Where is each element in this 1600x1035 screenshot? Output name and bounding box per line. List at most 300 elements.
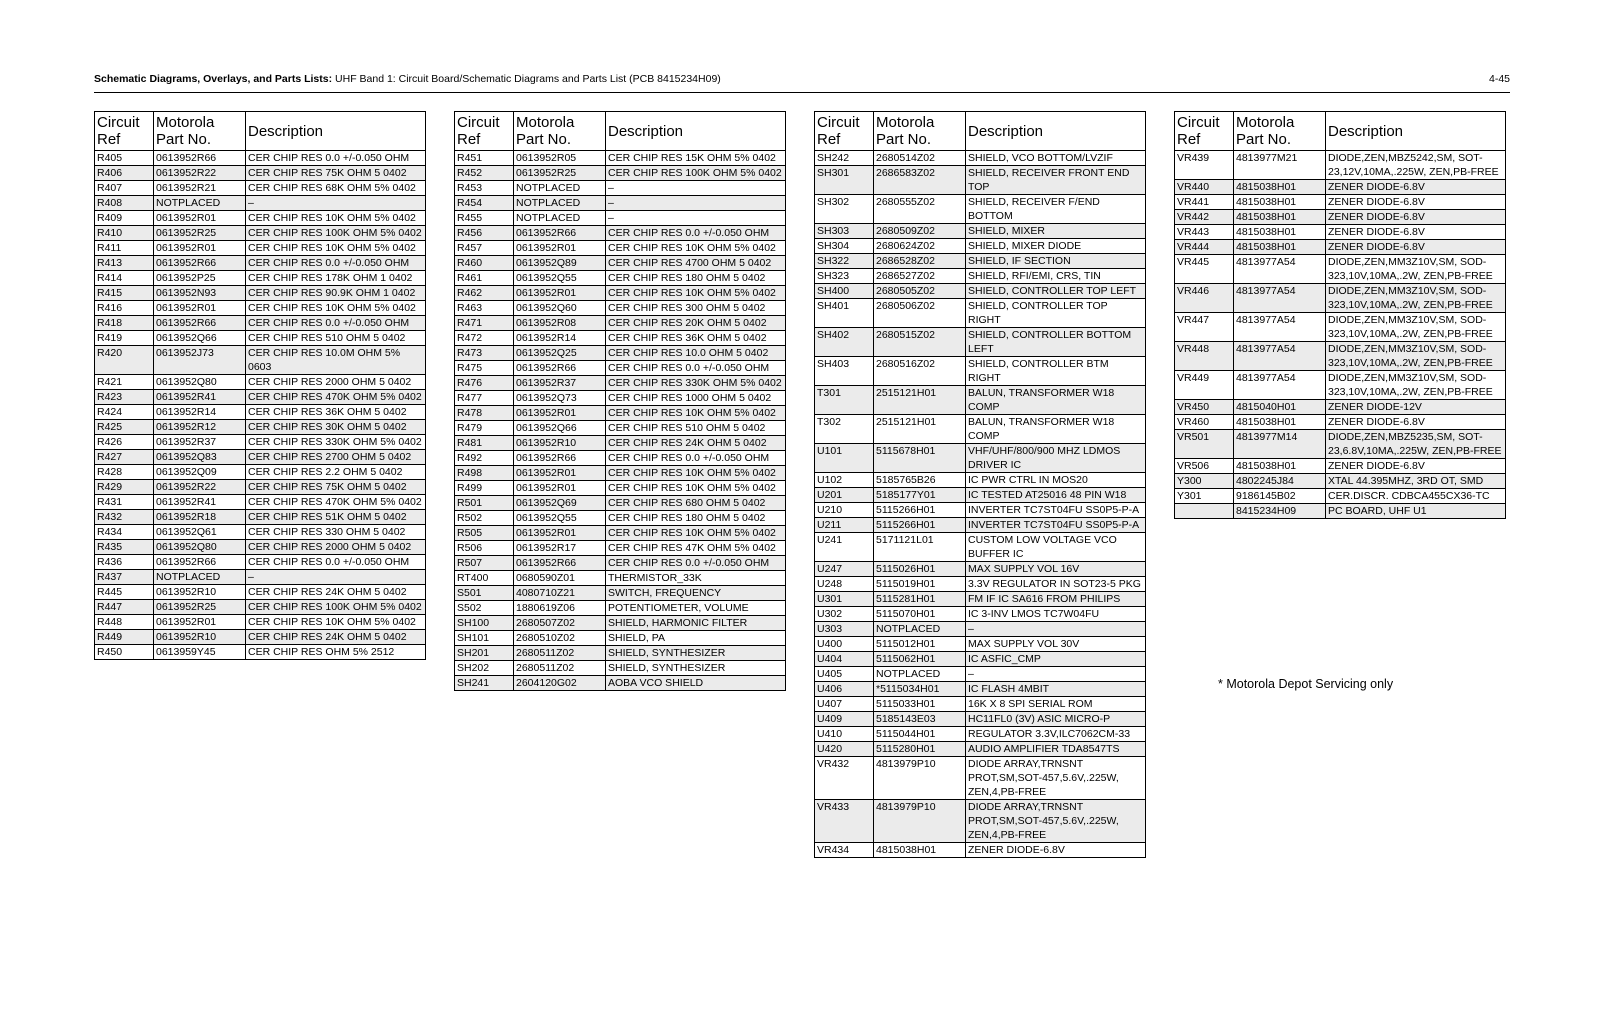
- table-row: [815, 444, 1146, 473]
- table-row: [455, 301, 786, 316]
- cell-circuit-ref: SH242: [815, 151, 874, 166]
- cell-description: CER CHIP RES 510 OHM 5 0402: [246, 331, 426, 346]
- cell-description: MAX SUPPLY VOL 16V: [966, 562, 1146, 577]
- table-row: [815, 386, 1146, 415]
- cell-circuit-ref: U201: [815, 488, 874, 503]
- cell-part-no: 2680555Z02: [874, 195, 966, 224]
- cell-description: SHIELD, RECEIVER FRONT END TOP: [966, 166, 1146, 195]
- cell-description: CER CHIP RES 10K OHM 5% 0402: [606, 481, 786, 496]
- cell-part-no: 2680509Z02: [874, 224, 966, 239]
- table-row: [95, 151, 426, 166]
- cell-part-no: 0613952R10: [154, 585, 246, 600]
- table-row: [95, 450, 426, 465]
- table-row: [95, 585, 426, 600]
- table-row: [455, 256, 786, 271]
- cell-description: CER CHIP RES 68K OHM 5% 0402: [246, 181, 426, 196]
- cell-circuit-ref: U301: [815, 592, 874, 607]
- cell-circuit-ref: R454: [455, 196, 514, 211]
- cell-part-no: 2680507Z02: [514, 616, 606, 631]
- cell-circuit-ref: VR442: [1175, 210, 1234, 225]
- table-row: [95, 301, 426, 316]
- cell-circuit-ref: VR433: [815, 800, 874, 843]
- parts-table-1: [94, 111, 426, 660]
- cell-part-no: 0613952R10: [154, 630, 246, 645]
- cell-part-no: 0613952R41: [154, 390, 246, 405]
- cell-circuit-ref: U400: [815, 637, 874, 652]
- table-row: [95, 555, 426, 570]
- cell-part-no: 4813977A54: [1234, 342, 1326, 371]
- cell-part-no: 0613952R18: [154, 510, 246, 525]
- table-row: [815, 697, 1146, 712]
- cell-description: CUSTOM LOW VOLTAGE VCO BUFFER IC: [966, 533, 1146, 562]
- cell-circuit-ref: SH202: [455, 661, 514, 676]
- table-row: [1175, 400, 1506, 415]
- cell-description: –: [966, 622, 1146, 637]
- cell-part-no: 0613952R37: [154, 435, 246, 450]
- cell-part-no: 0613952R66: [514, 226, 606, 241]
- table-row: [455, 511, 786, 526]
- cell-circuit-ref: SH322: [815, 254, 874, 269]
- cell-description: CER CHIP RES 10K OHM 5% 0402: [606, 466, 786, 481]
- cell-circuit-ref: RT400: [455, 571, 514, 586]
- cell-circuit-ref: R501: [455, 496, 514, 511]
- cell-part-no: 5115062H01: [874, 652, 966, 667]
- cell-part-no: 5185177Y01: [874, 488, 966, 503]
- table-row: [95, 495, 426, 510]
- table-row: [1175, 459, 1506, 474]
- cell-circuit-ref: VR506: [1175, 459, 1234, 474]
- cell-circuit-ref: R471: [455, 316, 514, 331]
- cell-circuit-ref: R416: [95, 301, 154, 316]
- cell-part-no: 1880619Z06: [514, 601, 606, 616]
- cell-circuit-ref: U303: [815, 622, 874, 637]
- table-row: [815, 562, 1146, 577]
- table-row: [815, 166, 1146, 195]
- footnote: * Motorola Depot Servicing only: [1218, 677, 1394, 691]
- cell-description: CER CHIP RES 180 OHM 5 0402: [606, 511, 786, 526]
- cell-circuit-ref: R457: [455, 241, 514, 256]
- cell-circuit-ref: R436: [95, 555, 154, 570]
- cell-description: CER CHIP RES 75K OHM 5 0402: [246, 166, 426, 181]
- cell-circuit-ref: R435: [95, 540, 154, 555]
- table-row: [815, 415, 1146, 444]
- cell-part-no: 4815038H01: [1234, 210, 1326, 225]
- cell-circuit-ref: SH403: [815, 357, 874, 386]
- cell-part-no: 4815038H01: [1234, 180, 1326, 195]
- cell-circuit-ref: R437: [95, 570, 154, 585]
- cell-description: CER CHIP RES 10K OHM 5% 0402: [246, 241, 426, 256]
- cell-circuit-ref: R451: [455, 151, 514, 166]
- cell-circuit-ref: R450: [95, 645, 154, 660]
- cell-circuit-ref: SH303: [815, 224, 874, 239]
- table-row: [95, 286, 426, 301]
- table-row: [815, 473, 1146, 488]
- cell-description: SHIELD, CONTROLLER BTM RIGHT: [966, 357, 1146, 386]
- table-row: [455, 151, 786, 166]
- cell-circuit-ref: SH241: [455, 676, 514, 691]
- cell-circuit-ref: R477: [455, 391, 514, 406]
- cell-circuit-ref: SH323: [815, 269, 874, 284]
- cell-part-no: 0613952R01: [514, 286, 606, 301]
- cell-part-no: 0613952R25: [514, 166, 606, 181]
- cell-circuit-ref: S502: [455, 601, 514, 616]
- header-rule: [94, 92, 1510, 93]
- table-row: [95, 645, 426, 660]
- table-row: [455, 436, 786, 451]
- table-row: [455, 586, 786, 601]
- cell-circuit-ref: U302: [815, 607, 874, 622]
- cell-part-no: 0613952Q80: [154, 375, 246, 390]
- cell-part-no: 4815038H01: [1234, 459, 1326, 474]
- table-row: [95, 390, 426, 405]
- cell-description: SHIELD, SYNTHESIZER: [606, 661, 786, 676]
- cell-circuit-ref: U211: [815, 518, 874, 533]
- table-row: [455, 571, 786, 586]
- table-row: [455, 271, 786, 286]
- table-row: [95, 346, 426, 375]
- cell-part-no: 0613959Y45: [154, 645, 246, 660]
- cell-circuit-ref: R415: [95, 286, 154, 301]
- cell-part-no: 2680515Z02: [874, 328, 966, 357]
- parts-table-2: [454, 111, 786, 691]
- cell-description: CER CHIP RES 10K OHM 5% 0402: [606, 526, 786, 541]
- cell-part-no: 0613952R01: [154, 615, 246, 630]
- cell-description: ZENER DIODE-12V: [1326, 400, 1506, 415]
- cell-circuit-ref: R420: [95, 346, 154, 375]
- cell-circuit-ref: R475: [455, 361, 514, 376]
- table-row: [815, 151, 1146, 166]
- table-row: [815, 357, 1146, 386]
- cell-description: –: [246, 196, 426, 211]
- cell-part-no: 0613952Q89: [514, 256, 606, 271]
- cell-circuit-ref: R505: [455, 526, 514, 541]
- table-row: [455, 541, 786, 556]
- cell-circuit-ref: SH100: [455, 616, 514, 631]
- table-row: [1175, 195, 1506, 210]
- cell-part-no: 0613952R01: [514, 241, 606, 256]
- table-row: [815, 712, 1146, 727]
- cell-circuit-ref: R418: [95, 316, 154, 331]
- cell-description: CER CHIP RES 24K OHM 5 0402: [606, 436, 786, 451]
- table-row: [95, 405, 426, 420]
- cell-circuit-ref: SH400: [815, 284, 874, 299]
- cell-part-no: 0613952R01: [154, 211, 246, 226]
- cell-part-no: 5115070H01: [874, 607, 966, 622]
- cell-circuit-ref: VR439: [1175, 151, 1234, 180]
- table-row: [815, 533, 1146, 562]
- cell-part-no: 4813979P10: [874, 757, 966, 800]
- cell-description: THERMISTOR_33K: [606, 571, 786, 586]
- cell-part-no: 0613952Q60: [514, 301, 606, 316]
- cell-part-no: 0613952R21: [154, 181, 246, 196]
- cell-circuit-ref: R472: [455, 331, 514, 346]
- cell-part-no: 4813979P10: [874, 800, 966, 843]
- table-row: [1175, 342, 1506, 371]
- cell-circuit-ref: VR444: [1175, 240, 1234, 255]
- cell-description: CER CHIP RES 10.0M OHM 5% 0603: [246, 346, 426, 375]
- cell-part-no: 0613952P25: [154, 271, 246, 286]
- table-row: [455, 631, 786, 646]
- cell-part-no: 0613952R08: [514, 316, 606, 331]
- cell-part-no: 0613952R14: [514, 331, 606, 346]
- table-row: [455, 196, 786, 211]
- cell-part-no: 0613952R66: [154, 555, 246, 570]
- table-row: [455, 331, 786, 346]
- cell-description: SHIELD, HARMONIC FILTER: [606, 616, 786, 631]
- table-row: [815, 239, 1146, 254]
- page-number: 4-45: [1488, 73, 1510, 85]
- table-row: [1175, 255, 1506, 284]
- cell-description: CER CHIP RES 10.0 OHM 5 0402: [606, 346, 786, 361]
- cell-circuit-ref: [1175, 504, 1234, 519]
- table-header-row: [95, 112, 426, 151]
- cell-description: –: [606, 181, 786, 196]
- header-circuit-ref: Circuit Ref: [1175, 112, 1234, 151]
- cell-description: CER CHIP RES 100K OHM 5% 0402: [246, 226, 426, 241]
- header-part-no: Motorola Part No.: [1234, 112, 1326, 151]
- table-row: [95, 480, 426, 495]
- cell-circuit-ref: U210: [815, 503, 874, 518]
- cell-description: CER CHIP RES 36K OHM 5 0402: [246, 405, 426, 420]
- cell-description: ZENER DIODE-6.8V: [1326, 240, 1506, 255]
- cell-description: CER CHIP RES 0.0 +/-0.050 OHM: [246, 256, 426, 271]
- cell-part-no: 0613952R66: [514, 361, 606, 376]
- table-row: [455, 391, 786, 406]
- cell-description: MAX SUPPLY VOL 30V: [966, 637, 1146, 652]
- cell-part-no: 2686527Z02: [874, 269, 966, 284]
- cell-description: CER CHIP RES 0.0 +/-0.050 OHM: [246, 316, 426, 331]
- cell-circuit-ref: U406: [815, 682, 874, 697]
- cell-part-no: NOTPLACED: [874, 667, 966, 682]
- cell-part-no: 0613952R22: [154, 166, 246, 181]
- cell-part-no: 0613952Q09: [154, 465, 246, 480]
- cell-circuit-ref: R407: [95, 181, 154, 196]
- cell-description: AOBA VCO SHIELD: [606, 676, 786, 691]
- cell-description: CER CHIP RES 100K OHM 5% 0402: [246, 600, 426, 615]
- cell-part-no: 2680516Z02: [874, 357, 966, 386]
- cell-description: CER CHIP RES 330K OHM 5% 0402: [246, 435, 426, 450]
- cell-circuit-ref: R479: [455, 421, 514, 436]
- cell-description: 16K X 8 SPI SERIAL ROM: [966, 697, 1146, 712]
- cell-description: DIODE,ZEN,MM3Z10V,SM, SOD-323,10V,10MA,.2W, ZEN,PB-FREE: [1326, 284, 1506, 313]
- cell-circuit-ref: R410: [95, 226, 154, 241]
- cell-part-no: 0613952R01: [514, 526, 606, 541]
- table-row: [95, 256, 426, 271]
- cell-part-no: 0613952R66: [154, 151, 246, 166]
- cell-part-no: 0613952R05: [514, 151, 606, 166]
- cell-description: CER.DISCR. CDBCA455CX36-TC: [1326, 489, 1506, 504]
- cell-description: SWITCH, FREQUENCY: [606, 586, 786, 601]
- table-row: [95, 540, 426, 555]
- table-row: [815, 637, 1146, 652]
- cell-description: CER CHIP RES 0.0 +/-0.050 OHM: [606, 556, 786, 571]
- header-description: Description: [966, 112, 1146, 151]
- cell-circuit-ref: T301: [815, 386, 874, 415]
- table-row: [815, 742, 1146, 757]
- cell-description: CER CHIP RES 0.0 +/-0.050 OHM: [606, 226, 786, 241]
- cell-circuit-ref: R426: [95, 435, 154, 450]
- cell-description: CER CHIP RES 51K OHM 5 0402: [246, 510, 426, 525]
- cell-part-no: 2686528Z02: [874, 254, 966, 269]
- cell-description: IC ASFIC_CMP: [966, 652, 1146, 667]
- cell-description: SHIELD, IF SECTION: [966, 254, 1146, 269]
- table-row: [95, 211, 426, 226]
- cell-part-no: 0680590Z01: [514, 571, 606, 586]
- cell-description: SHIELD, MIXER: [966, 224, 1146, 239]
- cell-description: ZENER DIODE-6.8V: [1326, 415, 1506, 430]
- cell-description: SHIELD, CONTROLLER TOP LEFT: [966, 284, 1146, 299]
- cell-description: CER CHIP RES 10K OHM 5% 0402: [246, 615, 426, 630]
- cell-description: CER CHIP RES 178K OHM 1 0402: [246, 271, 426, 286]
- header-part-no: Motorola Part No.: [154, 112, 246, 151]
- cell-description: CER CHIP RES 0.0 +/-0.050 OHM: [606, 451, 786, 466]
- cell-circuit-ref: R447: [95, 600, 154, 615]
- table-row: [815, 800, 1146, 843]
- cell-description: CER CHIP RES 0.0 +/-0.050 OHM: [246, 555, 426, 570]
- cell-circuit-ref: R453: [455, 181, 514, 196]
- cell-part-no: 0613952R66: [514, 556, 606, 571]
- cell-part-no: 8415234H09: [1234, 504, 1326, 519]
- cell-circuit-ref: R456: [455, 226, 514, 241]
- table-row: [95, 316, 426, 331]
- cell-circuit-ref: T302: [815, 415, 874, 444]
- table-row: [455, 451, 786, 466]
- cell-circuit-ref: VR450: [1175, 400, 1234, 415]
- cell-description: SHIELD, VCO BOTTOM/LVZIF: [966, 151, 1146, 166]
- cell-description: –: [606, 196, 786, 211]
- header-circuit-ref: Circuit Ref: [815, 112, 874, 151]
- cell-description: FM IF IC SA616 FROM PHILIPS: [966, 592, 1146, 607]
- header-description: Description: [246, 112, 426, 151]
- cell-description: CER CHIP RES 24K OHM 5 0402: [246, 585, 426, 600]
- cell-circuit-ref: R449: [95, 630, 154, 645]
- cell-part-no: 2680511Z02: [514, 646, 606, 661]
- cell-part-no: 0613952R12: [154, 420, 246, 435]
- table-row: [815, 577, 1146, 592]
- table-row: [455, 166, 786, 181]
- cell-part-no: 0613952R10: [514, 436, 606, 451]
- cell-part-no: 2680624Z02: [874, 239, 966, 254]
- cell-part-no: 0613952R66: [154, 256, 246, 271]
- cell-circuit-ref: R432: [95, 510, 154, 525]
- table-row: [815, 622, 1146, 637]
- cell-part-no: 2680510Z02: [514, 631, 606, 646]
- cell-part-no: 0613952R14: [154, 405, 246, 420]
- cell-description: SHIELD, MIXER DIODE: [966, 239, 1146, 254]
- table-row: [455, 346, 786, 361]
- table-row: [815, 299, 1146, 328]
- cell-part-no: 0613952R01: [514, 481, 606, 496]
- header-subtitle: UHF Band 1: Circuit Board/Schematic Diagrams and Parts List (PCB 8415234H09): [332, 73, 721, 85]
- cell-description: CER CHIP RES 30K OHM 5 0402: [246, 420, 426, 435]
- cell-circuit-ref: VR443: [1175, 225, 1234, 240]
- cell-circuit-ref: VR446: [1175, 284, 1234, 313]
- cell-part-no: 0613952Q55: [514, 271, 606, 286]
- cell-circuit-ref: R502: [455, 511, 514, 526]
- cell-description: IC FLASH 4MBIT: [966, 682, 1146, 697]
- table-row: [95, 420, 426, 435]
- cell-part-no: 2680505Z02: [874, 284, 966, 299]
- table-row: [455, 241, 786, 256]
- cell-circuit-ref: SH301: [815, 166, 874, 195]
- cell-part-no: 9186145B02: [1234, 489, 1326, 504]
- table-row: [95, 166, 426, 181]
- cell-description: –: [606, 211, 786, 226]
- cell-circuit-ref: Y300: [1175, 474, 1234, 489]
- cell-part-no: 5115280H01: [874, 742, 966, 757]
- cell-circuit-ref: U404: [815, 652, 874, 667]
- header-part-no: Motorola Part No.: [514, 112, 606, 151]
- cell-circuit-ref: R411: [95, 241, 154, 256]
- cell-circuit-ref: R478: [455, 406, 514, 421]
- cell-description: ZENER DIODE-6.8V: [1326, 210, 1506, 225]
- cell-description: ZENER DIODE-6.8V: [1326, 459, 1506, 474]
- cell-part-no: 4813977M21: [1234, 151, 1326, 180]
- cell-circuit-ref: R429: [95, 480, 154, 495]
- cell-part-no: 5115281H01: [874, 592, 966, 607]
- cell-description: ZENER DIODE-6.8V: [966, 843, 1146, 858]
- cell-part-no: 5115266H01: [874, 503, 966, 518]
- table-row: [95, 465, 426, 480]
- cell-description: ZENER DIODE-6.8V: [1326, 180, 1506, 195]
- cell-circuit-ref: SH304: [815, 239, 874, 254]
- cell-description: IC TESTED AT25016 48 PIN W18: [966, 488, 1146, 503]
- cell-description: INVERTER TC7ST04FU SS0P5-P-A: [966, 503, 1146, 518]
- cell-part-no: 0613952R01: [514, 406, 606, 421]
- cell-part-no: 0613952Q25: [514, 346, 606, 361]
- table-row: [1175, 313, 1506, 342]
- cell-circuit-ref: R421: [95, 375, 154, 390]
- cell-circuit-ref: VR501: [1175, 430, 1234, 459]
- table-row: [815, 254, 1146, 269]
- cell-circuit-ref: U410: [815, 727, 874, 742]
- table-header-row: [1175, 112, 1506, 151]
- cell-part-no: 0613952R25: [154, 600, 246, 615]
- cell-description: CER CHIP RES 300 OHM 5 0402: [606, 301, 786, 316]
- cell-circuit-ref: R434: [95, 525, 154, 540]
- cell-part-no: 5115044H01: [874, 727, 966, 742]
- cell-circuit-ref: R431: [95, 495, 154, 510]
- cell-description: DIODE,ZEN,MBZ5235,SM, SOT-23,6.8V,10MA,.225W, ZEN,PB-FREE: [1326, 430, 1506, 459]
- table-row: [815, 652, 1146, 667]
- cell-description: DIODE ARRAY,TRNSNT PROT,SM,SOT-457,5.6V,.225W, ZEN,4,PB-FREE: [966, 800, 1146, 843]
- cell-circuit-ref: R405: [95, 151, 154, 166]
- cell-description: CER CHIP RES 100K OHM 5% 0402: [606, 166, 786, 181]
- cell-part-no: NOTPLACED: [874, 622, 966, 637]
- cell-description: SHIELD, RECEIVER F/END BOTTOM: [966, 195, 1146, 224]
- cell-description: IC 3-INV LMOS TC7W04FU: [966, 607, 1146, 622]
- parts-table-4: [1174, 111, 1506, 519]
- cell-part-no: 2686583Z02: [874, 166, 966, 195]
- table-row: [95, 525, 426, 540]
- parts-table-3: [814, 111, 1146, 858]
- table-row: [815, 607, 1146, 622]
- cell-description: ZENER DIODE-6.8V: [1326, 225, 1506, 240]
- cell-description: SHIELD, SYNTHESIZER: [606, 646, 786, 661]
- cell-description: DIODE,ZEN,MM3Z10V,SM, SOD-323,10V,10MA,.2W, ZEN,PB-FREE: [1326, 313, 1506, 342]
- cell-circuit-ref: U102: [815, 473, 874, 488]
- cell-circuit-ref: R473: [455, 346, 514, 361]
- cell-description: CER CHIP RES 10K OHM 5% 0402: [606, 406, 786, 421]
- table-row: [815, 195, 1146, 224]
- cell-part-no: *5115034H01: [874, 682, 966, 697]
- table-row: [1175, 430, 1506, 459]
- cell-circuit-ref: R499: [455, 481, 514, 496]
- header-description: Description: [1326, 112, 1506, 151]
- cell-circuit-ref: R498: [455, 466, 514, 481]
- cell-part-no: 4813977A54: [1234, 313, 1326, 342]
- cell-part-no: 4802245J84: [1234, 474, 1326, 489]
